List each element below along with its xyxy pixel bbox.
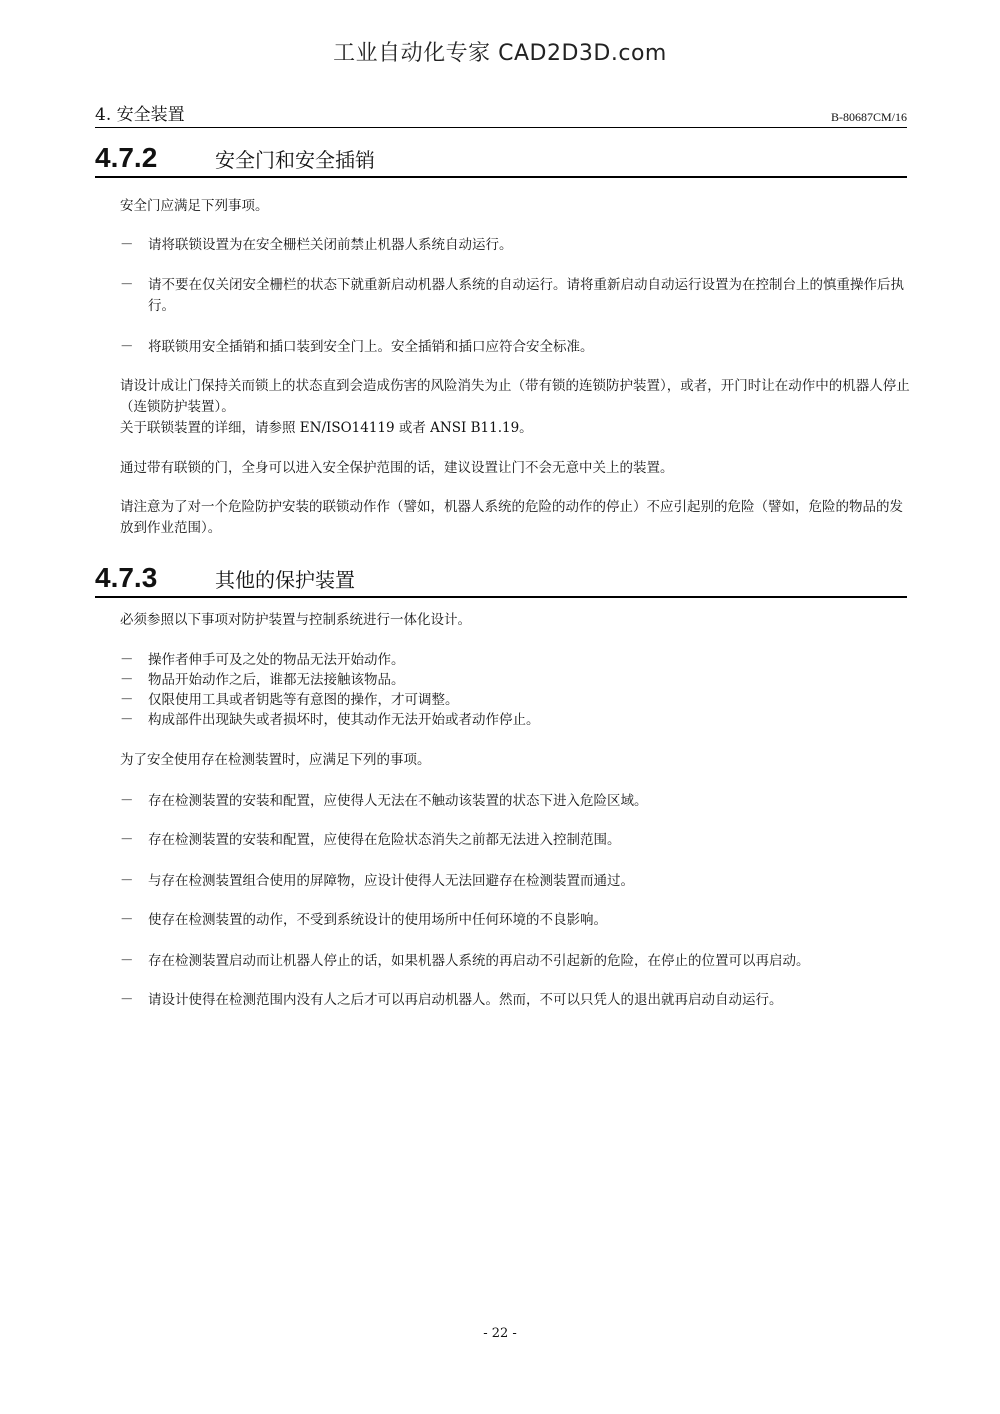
list-item <box>120 670 910 691</box>
dash-marker: － <box>120 712 134 728</box>
list-item-text: 存在检测装置启动而让机器人停止的话，如果机器人系统的再启动不引起新的危险，在停止的位置可以再启动。 <box>148 953 810 969</box>
list-item-text: 存在检测装置的安装和配置，应使得在危险状态消失之前都无法进入控制范围。 <box>148 832 621 848</box>
section-number: 4.7.3 <box>95 562 158 593</box>
list-item <box>120 235 910 256</box>
section-heading-4-7-2 <box>95 142 907 178</box>
paragraph-text: 请注意为了对一个危险防护安装的联锁动作作（譬如，机器人系统的危险的动作的停止）不应引起别的危险（譬如，危险的物品的发放到作业范围）。 <box>120 499 903 536</box>
list-item-text: 物品开始动作之后，谁都无法接触该物品。 <box>148 672 405 688</box>
list-item-text: 构成部件出现缺失或者损坏时，使其动作无法开始或者动作停止。 <box>148 712 540 728</box>
watermark-text: 工业自动化专家 CAD2D3D.com <box>333 41 667 66</box>
paragraph <box>120 750 910 771</box>
list-item <box>120 710 910 731</box>
dash-marker: － <box>120 992 134 1008</box>
list-item-text: 操作者伸手可及之处的物品无法开始动作。 <box>148 652 405 668</box>
list-item-text: 请设计使得在检测范围内没有人之后才可以再启动机器人。然而，不可以只凭人的退出就再启动自动运行。 <box>148 992 783 1008</box>
section-heading-4-7-3 <box>95 562 907 598</box>
list-item <box>120 871 910 892</box>
list-item <box>120 275 910 317</box>
dash-marker: － <box>120 692 134 708</box>
dash-marker: － <box>120 793 134 809</box>
dash-marker: － <box>120 912 134 928</box>
section-title: 其他的保护装置 <box>215 568 355 592</box>
dash-marker: － <box>120 953 134 969</box>
paragraph <box>120 610 910 631</box>
intro-text: 为了安全使用存在检测装置时，应满足下列的事项。 <box>120 752 431 768</box>
dash-marker: － <box>120 832 134 848</box>
paragraph <box>120 458 910 479</box>
section-number: 4.7.2 <box>95 142 158 173</box>
dash-marker: － <box>120 339 134 355</box>
section-title: 安全门和安全插销 <box>215 148 375 172</box>
list-item-text: 使存在检测装置的动作，不受到系统设计的使用场所中任何环境的不良影响。 <box>148 912 607 928</box>
paragraph-text: 请设计成让门保持关而锁上的状态直到会造成伤害的风险消失为止（带有锁的连锁防护装置），或者，开门时让在动作中的机器人停止（连锁防护装置）。 <box>120 378 910 415</box>
document-number: B-80687CM/16 <box>830 110 907 124</box>
intro-text: 必须参照以下事项对防护装置与控制系统进行一体化设计。 <box>120 612 471 628</box>
list-item-text: 请将联锁设置为在安全栅栏关闭前禁止机器人系统自动运行。 <box>148 237 513 253</box>
dash-marker: － <box>120 873 134 889</box>
dash-marker: － <box>120 652 134 668</box>
list-item <box>120 650 910 671</box>
list-item <box>120 951 910 972</box>
dash-marker: － <box>120 672 134 688</box>
dash-marker: － <box>120 277 134 293</box>
page-number: - 22 - <box>483 1326 517 1341</box>
intro-text: 安全门应满足下列事项。 <box>120 198 269 214</box>
list-item-text: 存在检测装置的安装和配置，应使得人无法在不触动该装置的状态下进入危险区域。 <box>148 793 648 809</box>
list-item-text: 仅限使用工具或者钥匙等有意图的操作，才可调整。 <box>148 692 459 708</box>
paragraph-text: 关于联锁装置的详细，请参照 EN/ISO14119 或者 ANSI B11.19。 <box>120 420 533 436</box>
list-item-text: 将联锁用安全插销和插口装到安全门上。安全插销和插口应符合安全标准。 <box>148 339 594 355</box>
list-item <box>120 337 910 358</box>
paragraph <box>120 196 910 217</box>
list-item <box>120 990 910 1011</box>
list-item <box>120 830 910 851</box>
list-item <box>120 910 910 931</box>
list-item <box>120 791 910 812</box>
paragraph <box>120 376 910 439</box>
paragraph <box>120 497 910 539</box>
list-item-text: 与存在检测装置组合使用的屏障物，应设计使得人无法回避存在检测装置而通过。 <box>148 873 634 889</box>
list-item-text: 请不要在仅关闭安全栅栏的状态下就重新启动机器人系统的自动运行。请将重新启动自动运行设置为在控制台上的慎重操作后执行。 <box>148 277 904 314</box>
chapter-title: 4. 安全装置 <box>95 105 185 125</box>
paragraph-text: 通过带有联锁的门，全身可以进入安全保护范围的话，建议设置让门不会无意中关上的装置。 <box>120 460 674 476</box>
running-header <box>95 100 907 128</box>
list-item <box>120 690 910 711</box>
dash-marker: － <box>120 237 134 253</box>
